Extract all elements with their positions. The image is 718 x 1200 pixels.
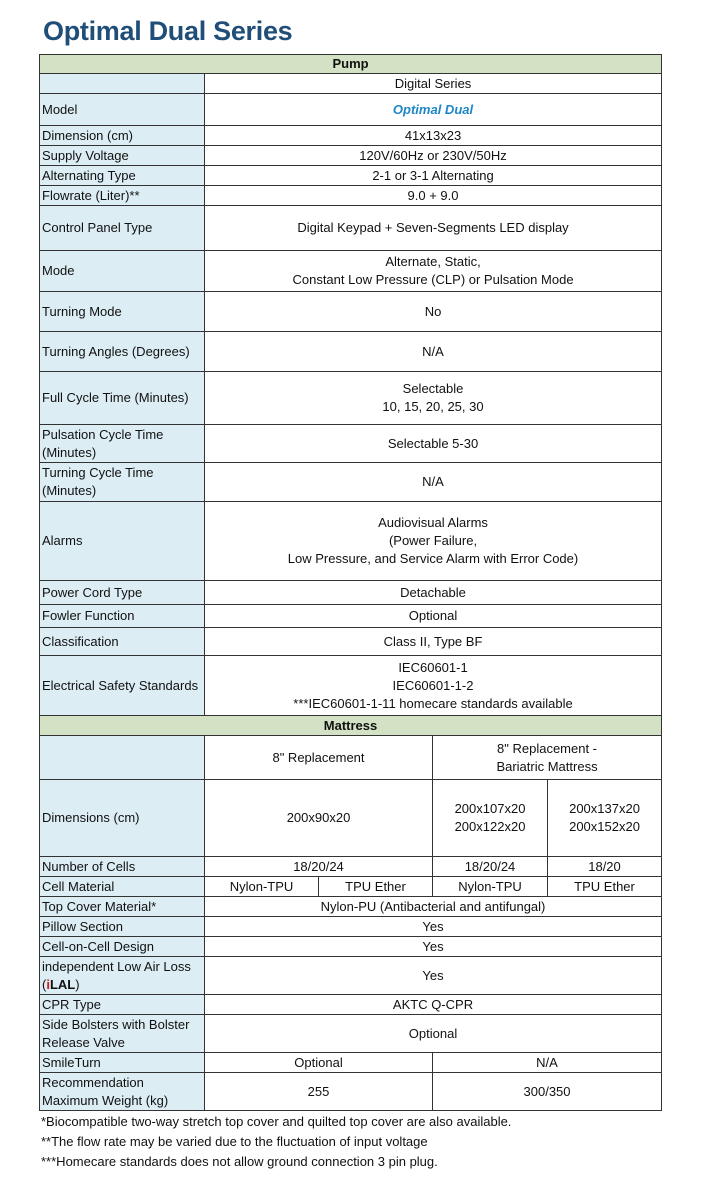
row-value	[205, 502, 662, 581]
value-line: 200x122x20	[454, 819, 526, 834]
row-label: Alarms	[40, 502, 205, 581]
table-row	[40, 877, 662, 897]
mattress-section-row	[40, 716, 662, 736]
row-value: Class II, Type BF	[205, 628, 662, 656]
table-row	[40, 74, 662, 94]
row-value: Yes	[205, 917, 662, 937]
row-label: Full Cycle Time (Minutes)	[40, 372, 205, 425]
table-row	[40, 656, 662, 716]
table-row	[40, 628, 662, 656]
row-label: Control Panel Type	[40, 206, 205, 251]
ilal-label-line: independent Low Air Loss	[42, 958, 191, 974]
row-label: Flowrate (Liter)**	[40, 186, 205, 206]
row-label: Top Cover Material*	[40, 897, 205, 917]
table-row	[40, 736, 662, 780]
mattress-section-header: Mattress	[40, 716, 662, 736]
table-row	[40, 463, 662, 502]
value-line: Selectable	[402, 381, 464, 396]
row-label: Turning Cycle Time (Minutes)	[40, 463, 205, 502]
row-label: Number of Cells	[40, 857, 205, 877]
row-value: No	[205, 292, 662, 332]
row-label: Cell Material	[40, 877, 205, 897]
row-value: 200x90x20	[205, 780, 433, 857]
row-label: Pulsation Cycle Time (Minutes)	[40, 425, 205, 463]
row-label: SmileTurn	[40, 1053, 205, 1073]
row-value: Optional	[205, 605, 662, 628]
value-line: 8" Replacement -	[497, 740, 598, 756]
ilal-paren-close: )	[75, 976, 80, 992]
row-value: TPU Ether	[548, 877, 662, 897]
model-name: Optimal Dual	[392, 101, 474, 117]
table-row	[40, 425, 662, 463]
row-value: Yes	[205, 937, 662, 957]
row-label: Cell-on-Cell Design	[40, 937, 205, 957]
pump-section-header: Pump	[40, 55, 662, 74]
row-value: 120V/60Hz or 230V/50Hz	[205, 146, 662, 166]
value-line: Constant Low Pressure (CLP) or Pulsation Mode	[292, 272, 574, 287]
page-title: Optimal Dual Series	[43, 16, 293, 46]
value-line: Audiovisual Alarms	[378, 515, 488, 530]
table-row	[40, 605, 662, 628]
row-value: Digital Keypad + Seven-Segments LED display	[205, 206, 662, 251]
table-row	[40, 166, 662, 186]
value-line: ***IEC60601-1-11 homecare standards available	[293, 695, 573, 711]
row-value: 9.0 + 9.0	[205, 186, 662, 206]
row-value: N/A	[433, 1053, 662, 1073]
table-row	[40, 502, 662, 581]
row-label: Recommendation Maximum Weight (kg)	[40, 1073, 205, 1111]
row-value: Yes	[205, 957, 662, 995]
row-label: Turning Angles (Degrees)	[40, 332, 205, 372]
table-row	[40, 1073, 662, 1111]
footnotes	[41, 1112, 681, 1172]
footnote: ***Homecare standards does not allow ground connection 3 pin plug.	[41, 1154, 438, 1169]
row-value	[433, 780, 548, 857]
row-value: Optional	[205, 1015, 662, 1053]
value-line: 10, 15, 20, 25, 30	[382, 399, 484, 414]
row-label: Fowler Function	[40, 605, 205, 628]
row-value: 41x13x23	[205, 126, 662, 146]
row-value: Optional	[205, 1053, 433, 1073]
table-row	[40, 332, 662, 372]
empty-label-cell	[40, 74, 205, 94]
table-row	[40, 206, 662, 251]
bariatric-header	[433, 736, 662, 780]
table-row	[40, 251, 662, 292]
table-row	[40, 146, 662, 166]
row-label: Mode	[40, 251, 205, 292]
row-value: AKTC Q-CPR	[205, 995, 662, 1015]
table-row	[40, 995, 662, 1015]
table-row	[40, 292, 662, 332]
table-row	[40, 937, 662, 957]
series-cell: Digital Series	[205, 74, 662, 94]
row-label: Electrical Safety Standards	[40, 656, 205, 716]
row-value: 255	[205, 1073, 433, 1111]
row-label: Power Cord Type	[40, 581, 205, 605]
table-row	[40, 372, 662, 425]
row-label: Model	[40, 94, 205, 126]
row-value	[205, 372, 662, 425]
row-label: Dimensions (cm)	[40, 780, 205, 857]
table-row	[40, 1015, 662, 1053]
table-row	[40, 957, 662, 995]
footnote: **The flow rate may be varied due to the fluctuation of input voltage	[41, 1134, 428, 1149]
row-value: 300/350	[433, 1073, 662, 1111]
spec-table	[39, 54, 662, 1111]
table-row	[40, 186, 662, 206]
ilal-lal-letters: LAL	[49, 976, 76, 992]
ilal-paren-open: (	[42, 976, 47, 992]
row-label: Supply Voltage	[40, 146, 205, 166]
row-value: Selectable 5-30	[205, 425, 662, 463]
row-label: CPR Type	[40, 995, 205, 1015]
row-value: TPU Ether	[319, 877, 433, 897]
value-line: (Power Failure,	[388, 533, 478, 548]
ilal-i-letter: i	[46, 976, 50, 992]
value-line: 200x107x20	[454, 801, 526, 816]
row-value	[548, 780, 662, 857]
table-row	[40, 581, 662, 605]
row-value: 18/20/24	[433, 857, 548, 877]
row-label: Pillow Section	[40, 917, 205, 937]
standard-header: 8" Replacement	[205, 736, 433, 780]
table-row	[40, 1053, 662, 1073]
table-row	[40, 94, 662, 126]
row-label: Alternating Type	[40, 166, 205, 186]
table-row	[40, 780, 662, 857]
table-row	[40, 857, 662, 877]
row-value	[205, 656, 662, 716]
row-label: Classification	[40, 628, 205, 656]
row-value: 2-1 or 3-1 Alternating	[205, 166, 662, 186]
row-value: N/A	[205, 332, 662, 372]
value-line: Low Pressure, and Service Alarm with Error Code)	[287, 551, 579, 566]
table-row	[40, 126, 662, 146]
footnote: *Biocompatible two-way stretch top cover and quilted top cover are also available.	[41, 1114, 512, 1129]
empty-label-cell	[40, 736, 205, 780]
ilal-label-abbr	[42, 976, 202, 994]
row-label: Dimension (cm)	[40, 126, 205, 146]
table-row	[40, 917, 662, 937]
model-name-cell	[205, 94, 662, 126]
pump-section-row	[40, 55, 662, 74]
row-label: Side Bolsters with Bolster Release Valve	[40, 1015, 205, 1053]
row-value: Nylon-PU (Antibacterial and antifungal)	[205, 897, 662, 917]
row-value: N/A	[205, 463, 662, 502]
table-row	[40, 897, 662, 917]
row-value: Detachable	[205, 581, 662, 605]
value-line: IEC60601-1-2	[392, 677, 474, 693]
row-value: 18/20	[548, 857, 662, 877]
value-line: 200x137x20	[569, 801, 640, 816]
row-value	[205, 251, 662, 292]
ilal-label	[40, 957, 205, 995]
row-value: Nylon-TPU	[433, 877, 548, 897]
value-line: Bariatric Mattress	[496, 758, 598, 774]
value-line: Alternate, Static,	[385, 254, 481, 269]
row-value: 18/20/24	[205, 857, 433, 877]
value-line: 200x152x20	[569, 819, 640, 834]
value-line: IEC60601-1	[398, 659, 468, 675]
row-label: Turning Mode	[40, 292, 205, 332]
row-value: Nylon-TPU	[205, 877, 319, 897]
